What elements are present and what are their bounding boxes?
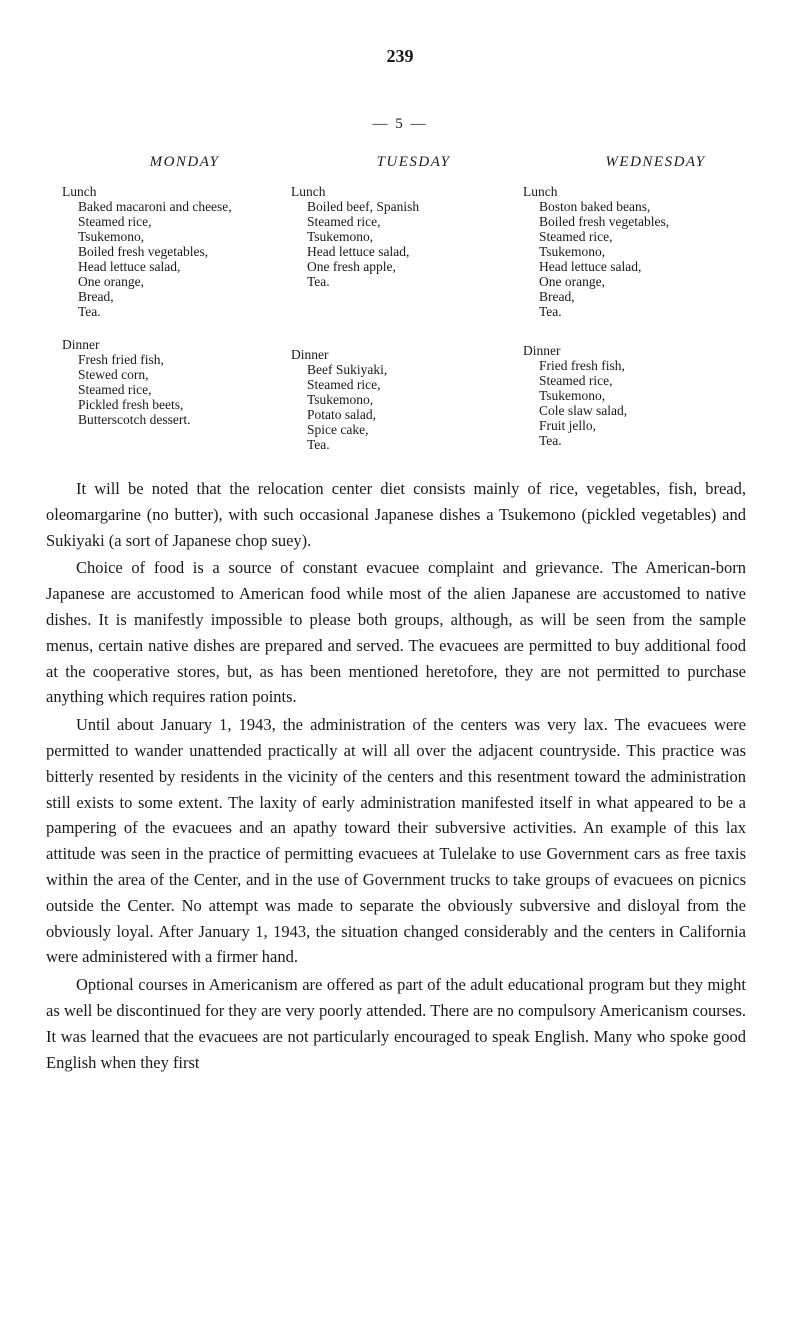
menu-item: Tea. [78,304,101,319]
menu-item: Bread, [539,289,575,304]
dinner-block [523,343,758,448]
dinner-items [539,358,758,448]
dinner-items [307,362,506,452]
page-number: 239 [386,46,414,66]
lunch-block [62,184,277,319]
lunch-items [307,199,506,289]
lunch-items [78,199,277,319]
dinner-label: Dinner [523,343,561,358]
menu-item: Steamed rice, [78,214,152,229]
menu-item: Beef Sukiyaki, [307,362,388,377]
menu-item: Potato salad, [307,407,376,422]
menu-column-monday [62,155,277,445]
menu-item: Steamed rice, [539,229,613,244]
menu-item: Boston baked beans, [539,199,651,214]
dinner-label: Dinner [291,347,329,362]
body-text [46,476,746,1077]
menu-item: Baked macaroni and cheese, [78,199,232,214]
menu-item: Boiled fresh vegetables, [78,244,209,259]
menu-item: One fresh apple, [307,259,396,274]
menu-item: Spice cake, [307,422,369,437]
dinner-block [62,337,277,427]
dinner-items [78,352,277,427]
menu-item: Boiled beef, Spanish [307,199,420,214]
day-heading: TUESDAY [376,154,451,170]
menu-item: Head lettuce salad, [307,244,410,259]
menu-item: Fresh fried fish, [78,352,164,367]
menu-item: Cole slaw salad, [539,403,628,418]
menu-item: Steamed rice, [307,377,381,392]
menu-item: Tsukemono, [539,388,606,403]
menu-item: Steamed rice, [539,373,613,388]
paragraph: Until about January 1, 1943, the administration of the centers was very lax. The evacuees were permitted to wander unattended practically at will all over the adjacent countryside. This practice was bitterly resented by residents in the vicinity of the centers and this resentment toward the administration still exists to some extent. The laxity of early administration manifested itself in what appeared to be a pampering of the evacuees and an apathy toward their subversive activities. An example of this lax attitude was seen in the practice of permitting evacuees at Tulelake to use Government cars as free taxis within the area of the Center, and in the use of Government trucks to take groups of evacuees on picnics outside the Center. No attempt was made to separate the obviously subversive and disloyal from the obviously loyal. After January 1, 1943, the situation changed considerably and the centers in California were administered with a firmer hand. [46,715,746,967]
menu-item: Tsukemono, [539,244,606,259]
menu-item: Tsukemono, [78,229,145,244]
menu-item: Tea. [539,304,562,319]
day-heading: MONDAY [149,154,220,170]
menu-item: Tsukemono, [307,229,374,244]
menu-item: Bread, [78,289,114,304]
menu-item: Tsukemono, [307,392,374,407]
lunch-label: Lunch [291,184,326,199]
dinner-block [291,347,506,452]
day-heading: WEDNESDAY [605,154,706,170]
lunch-block [523,184,758,319]
menu-item: Tea. [307,437,330,452]
menu-item: Butterscotch dessert. [78,412,191,427]
menu-item: Stewed corn, [78,367,149,382]
paragraph: Choice of food is a source of constant evacuee complaint and grievance. The American-born Japanese are accustomed to American food while most of the alien Japanese are accustomed to native dishes. It is manifestly impossible to please both groups, although, as will be seen from the sample menus, certain native dishes are prepared and served. The evacuees are permitted to buy additional food at the cooperative stores, but, as has been mentioned heretofore, they are not permitted to purchase anything which requires ration points. [46,558,746,707]
menu-item: Head lettuce salad, [78,259,181,274]
menu-item: Steamed rice, [78,382,152,397]
menu-item: Fruit jello, [539,418,596,433]
lunch-label: Lunch [62,184,97,199]
menu-item: Tea. [307,274,330,289]
menu-item: One orange, [78,274,144,289]
lunch-items [539,199,758,319]
menu-column-wednesday [523,155,758,466]
menu-item: Tea. [539,433,562,448]
menu-item: Pickled fresh beets, [78,397,184,412]
menu-column-tuesday [291,155,506,470]
menu-item: One orange, [539,274,605,289]
paragraph: It will be noted that the relocation center diet consists mainly of rice, vegetables, fish, bread, oleomargarine (no butter), with such occasional Japanese dishes a Tsukemono (pickled vegetables) and Sukiyaki (a sort of Japanese chop suey). [46,479,746,550]
paragraph: Optional courses in Americanism are offered as part of the adult educational program but they might as well be discontinued for they are very poorly attended. There are no compulsory Americanism courses. It was learned that the evacuees are not particularly encouraged to speak English. Many who spoke good English when they first [46,975,746,1072]
lunch-block [291,184,506,289]
menu-item: Head lettuce salad, [539,259,642,274]
menu-item: Boiled fresh vegetables, [539,214,670,229]
lunch-label: Lunch [523,184,558,199]
menu-item: Steamed rice, [307,214,381,229]
menu-item: Fried fresh fish, [539,358,625,373]
section-mark: — 5 — [372,116,428,132]
dinner-label: Dinner [62,337,100,352]
